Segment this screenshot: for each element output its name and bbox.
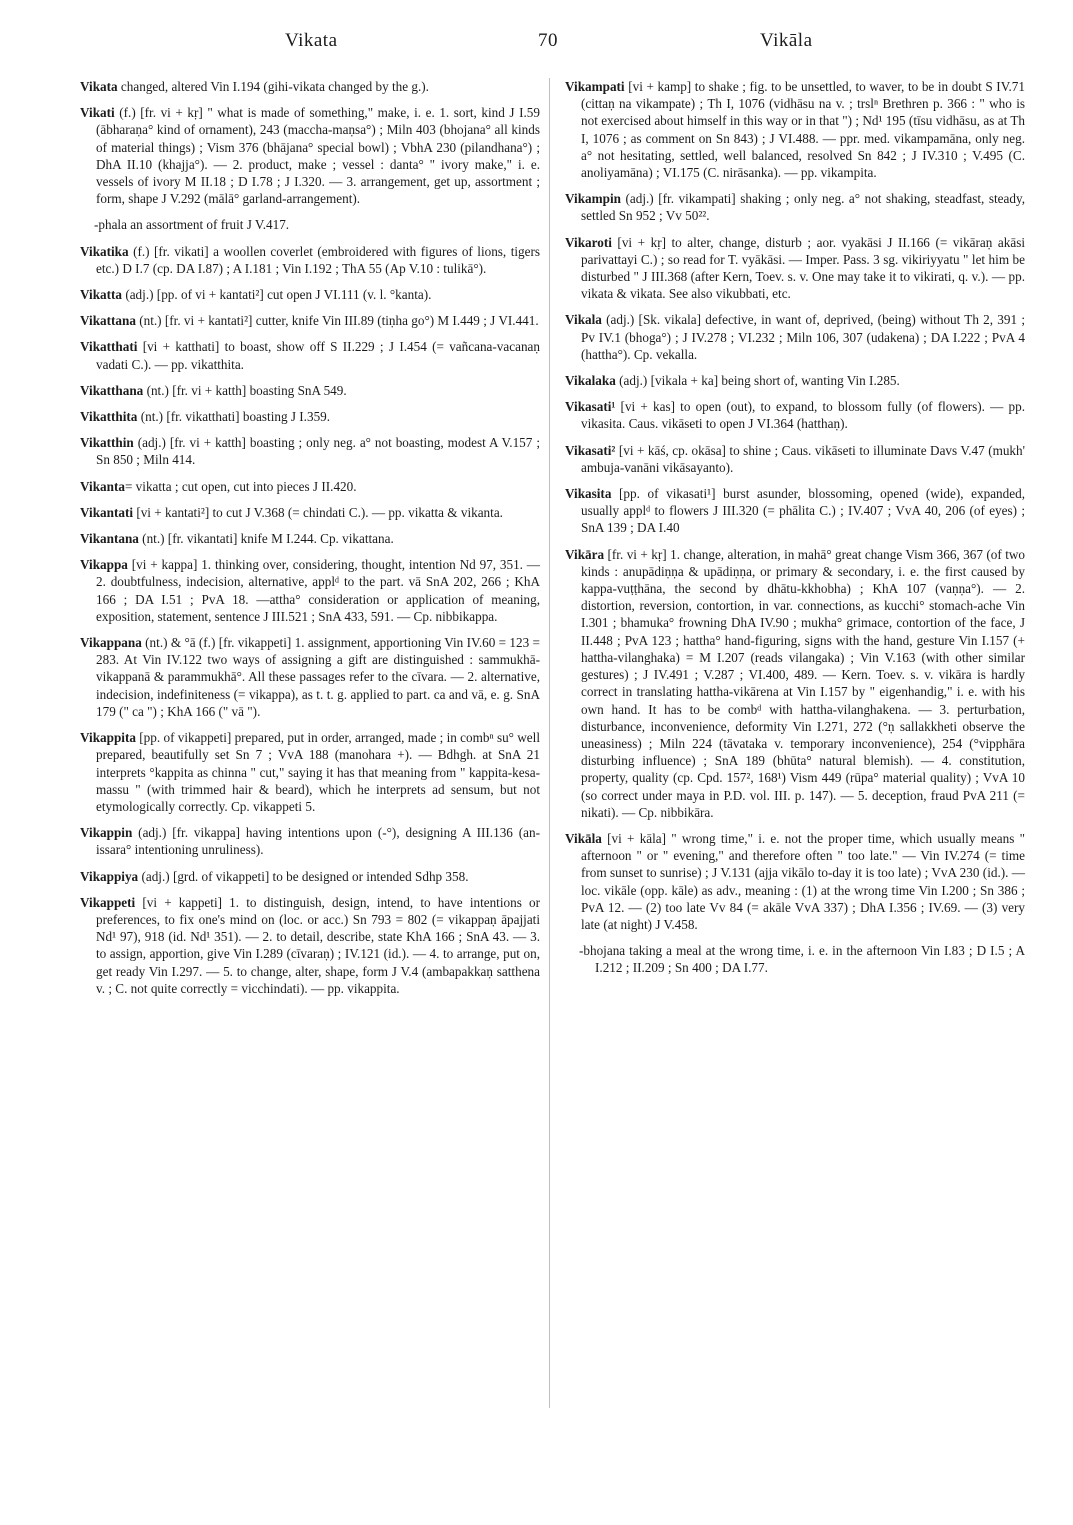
dictionary-entry	[565, 311, 1025, 363]
headword: Vikasita	[565, 486, 612, 502]
dictionary-entry	[80, 243, 540, 277]
dictionary-entry	[80, 408, 540, 425]
headword: Vikalaka	[565, 373, 616, 389]
entry-text: (adj.) [fr. vi + katth] boasting ; only neg. a° not boasting, modest A V.157 ; Sn 850 ; Miln 414.	[96, 435, 540, 468]
column-divider	[549, 78, 550, 1408]
headword: Vikatika	[80, 243, 129, 259]
headword: Vikantati	[80, 504, 134, 520]
entry-text: [vi + katthati] to boast, show off S II.229 ; J I.454 (= vañcana-vacanaṇ vadati C.). — pp. vikatthita.	[96, 339, 540, 372]
dictionary-entry	[80, 312, 540, 329]
entry-text: (adj.) [fr. vikappa] having intentions upon (-°), designing A III.136 (an-issara° intentioning unruliness).	[96, 825, 540, 858]
entry-text: changed, altered Vin I.194 (gihi-vikata changed by the g.).	[117, 79, 429, 94]
entry-text: (adj.) [pp. of vi + kantati²] cut open J VI.111 (v. l. °kanta).	[122, 287, 432, 303]
dictionary-entry	[565, 830, 1025, 933]
sub-entry	[565, 942, 1025, 976]
dictionary-entry	[80, 504, 540, 521]
entry-text: [vi + kappeti] 1. to distinguish, design, intend, to have intentions or preferences, to fix one's mind on (loc. or acc.) Sn 793 = 802 (= vikappaṇ āpajjati Nd¹ 97), 918 (id. Nd¹ 351). — 2. to detail, describe, state KhA 166 ; SnA 43. — 3. to assign, apportion, give Vin I.289 (cīvaraṇ) ; IV.121 (id.). — 4. to arrange, put on, get ready Vin I.297. — 5. to change, alter, shape, form J V.4 (ambapakkaṇ satthena v. ; C. not quite correctly = vicchindati). — pp. vikappita.	[96, 894, 540, 996]
headword: Vikala	[565, 312, 602, 328]
headword: Vikappana	[80, 635, 142, 651]
headword: Vikati	[80, 105, 115, 121]
dictionary-entry	[80, 824, 540, 858]
entry-text: [vi + kas] to open (out), to expand, to blossom fully (of flowers). — pp. vikasita. Caus. vikāseti to open J VI.364 (hatthaṇ).	[581, 399, 1025, 432]
entry-text: [pp. of vikappeti] prepared, put in order, arranged, made ; in combⁿ su° well prepared, beautifully set Sn 7 ; VvA 188 (manohara +). — Bdhgh. at SnA 21 interprets °kappita as chinna " cut," saying it has that meaning from " kappita-kesa-massu " (with trimmed hair & beard), which he interprets ad sensum, but not etymologically correctly. Cp. vikappeti 5.	[96, 730, 540, 814]
entry-text: [vi + kāś, cp. okāsa] to shine ; Caus. vikāseti to illuminate Davs V.47 (mukh' ambuja-vanāni vikāsayanto).	[581, 442, 1025, 475]
dictionary-entry	[80, 530, 540, 547]
dictionary-entry	[80, 434, 540, 468]
dictionary-entry	[565, 442, 1025, 476]
dictionary-entry	[80, 729, 540, 815]
dictionary-entry	[80, 894, 540, 997]
headword: Vikattana	[80, 313, 136, 329]
entry-text: (f.) [fr. vikati] a woollen coverlet (embroidered with figures of lions, tigers etc.) D I.7 (cp. DA I.87) ; A I.181 ; Vin I.192 ; ThA 55 (Ap V.10 : tulikā°).	[96, 243, 540, 276]
right-column	[565, 78, 1025, 986]
entry-text: [vi + kāla] " wrong time," i. e. not the proper time, which usually means " afternoon " or " evening," and therefore often " too late." — Vin IV.274 (= time from sunset to sunrise) ; J V.131 (ajja vikālo to-day it is too late) ; VvA 230 (id.). — loc. vikāle (opp. kāle) as adv., meaning : (1) at the wrong time Vin I.200 ; Sn 386 ; PvA 12. — (2) too late Vv 84 (= akāle VvA 337) ; DhA I.356 ; IV.69. — (3) very late (at night) J V.458.	[581, 830, 1025, 932]
dictionary-entry	[80, 556, 540, 625]
headword: Vikappita	[80, 730, 136, 746]
entry-text: (nt.) [fr. vikantati] knife M I.244. Cp. vikattana.	[138, 531, 394, 547]
headword: Vikatthati	[80, 339, 138, 355]
headword: Vikantana	[80, 531, 139, 547]
entry-text: [vi + kṛ] to alter, change, disturb ; aor. vyakāsi J II.166 (= vikāraṇ akāsi parivattayi C.) ; so read for T. vyākāsi. — Imper. Pass. 3 sg. vikiriyyatu " let him be disturbed " J III.368 (after Kern, Toev. s. v. One may take it to vikirati, q. v.). — pp. vikata & vikata. See also vikubbati, etc.	[581, 234, 1025, 302]
headword: Vikasati²	[565, 442, 616, 458]
entry-text: -phala an assortment of fruit J V.417.	[94, 217, 290, 233]
entry-text: [pp. of vikasati¹] burst asunder, blossoming, opened (wide), expanded, usually applᵈ to flowers J III.320 (= phālita C.) ; IV.407 ; VvA 40, 206 (of eyes) ; SnA 139 ; DA I.40	[581, 486, 1025, 536]
entry-text: (nt.) [fr. vi + katth] boasting SnA 549.	[143, 382, 347, 398]
entry-text: [vi + kamp] to shake ; fig. to be unsettled, to waver, to be in doubt S IV.71 (cittaṇ na vikampate) ; Th I, 1076 (vidhāsu na v. ; trslⁿ Brethren p. 366 : " who is not exercised about himself in this way or in that ") ; Nd¹ 195 (tīsu vidhāsu, as at Th I, 1076 ; as comment on Sn 843) ; J VI.488. — ppr. med. vikampamāna, only neg. a° not hesitating, settled, well balanced, resolved Sn 842 ; J IV.310 ; V.495 (C. anoliyamāna) ; VI.175 (C. nirāsanka). — pp. vikampita.	[581, 79, 1025, 181]
entry-text: (f.) [fr. vi + kṛ] " what is made of something," make, i. e. 1. sort, kind J I.59 (ābharaṇa° kind of ornament), 243 (maccha-maṇsa°) ; Miln 403 (bhojana° all kinds of material things) ; Vism 376 (bhājana° special bowl) ; VbhA 230 (pilandhana°) ; DhA II.10 (khajja°). — 2. product, make ; vessel : danta° " ivory make," i. e. vessels of ivory M II.18 ; D I.78 ; J I.320. — 3. arrangement, get up, assortment ; form, shape J V.292 (mālā° garland-arrangement).	[96, 105, 540, 207]
dictionary-entry	[80, 338, 540, 372]
entry-text: (adj.) [fr. vikampati] shaking ; only neg. a° not shaking, steadfast, steady, settled Sn 952 ; Vv 50²².	[581, 191, 1025, 224]
entry-text: -bhojana taking a meal at the wrong time, i. e. in the afternoon Vin I.83 ; D I.5 ; A I.212 ; II.209 ; Sn 400 ; DA I.77.	[579, 943, 1025, 976]
header-left-word: Vikata	[285, 30, 338, 51]
dictionary-entry	[565, 485, 1025, 537]
entry-text: (nt.) [fr. vikatthati] boasting J I.359.	[137, 409, 331, 425]
entry-text: (adj.) [vikala + ka] being short of, wanting Vin I.285.	[615, 373, 900, 389]
dictionary-entry	[565, 546, 1025, 821]
dictionary-entry	[80, 104, 540, 207]
headword: Vikappiya	[80, 868, 139, 884]
headword: Vikata	[80, 79, 118, 94]
headword: Vikasati¹	[565, 399, 616, 415]
dictionary-entry	[565, 372, 1025, 389]
sub-entry	[80, 216, 540, 233]
headword: Vikappin	[80, 825, 133, 841]
entry-text: [fr. vi + kṛ] 1. change, alteration, in mahā° great change Vism 366, 367 (of two kinds : anupādiṇṇa & upādiṇṇa, or primary & secondary, i. e. the first caused by kappa-vuṭṭhāna, the second by dhātu-kkhobha) ; KhA 107 (vaṇṇa°). — 2. distortion, reversion, contortion, in var. connections, as kucchi° stomach-ache Vin I.301 ; bhamuka° frowning DhA IV.90 ; mukha° grimace, contortion of the face, J II.448 ; PvA 123 ; hattha° hand-figuring, signs with the hand, gesture Vin I.157 (+ hattha-vilanghaka) = M I.207 (reads vilangaka) ; Vin V.163 (with other similar gestures) ; J IV.491 ; V.287 ; VI.400, 489. — Kern. Toev. s. v. vikāra is hardly correct in translating hattha-vikārena at Vin I.157 by " eigenhandig," i. e. with his own hand. It has to be combᵈ with hattha-vilanghakena. — 3. perturbation, disturbance, inconvenience, deformity Vin I.271, 272 (°ṇ sallakkheti observe the uneasiness) ; Miln 224 (tāvataka v. temporary inconvenience), 254 (°vipphāra disturbing influence) ; SnA 189 (bhūta° natural blemish). — 4. constitution, property, quality (cp. Cpd. 157², 168¹) Vism 449 (rūpa° material quality) ; VvA 10 (so correct under maya in P.D. vol. III. p. 147). — 5. deception, fraud PvA 211 (= nikati). — Cp. nibbikāra.	[581, 546, 1025, 820]
header-right-word: Vikāla	[760, 30, 813, 51]
dictionary-entry	[565, 190, 1025, 224]
dictionary-entry	[80, 78, 540, 95]
dictionary-entry	[80, 868, 540, 885]
dictionary-entry	[565, 234, 1025, 303]
entry-text: (nt.) & °ā (f.) [fr. vikappeti] 1. assignment, apportioning Vin IV.60 = 123 = 283. At Vin IV.122 two ways of assigning a gift are distinguished : sammukhā-vikappanā & parammukhā°. All these passages refer to the cīvara. — 2. alternative, indecision, indefiniteness (= vikappa), as t. t. g. applied to part. ca and vā, e. g. SnA 179 (" ca ") ; KhA 166 (" vā ").	[96, 635, 540, 719]
dictionary-entry	[80, 634, 540, 720]
headword: Vikappa	[80, 557, 128, 573]
headword: Vikāra	[565, 546, 605, 562]
headword: Vikāla	[565, 830, 602, 846]
headword: Vikampin	[565, 191, 621, 207]
dictionary-entry	[80, 478, 540, 495]
dictionary-entry	[80, 286, 540, 303]
left-column	[80, 78, 540, 1006]
headword: Vikatthana	[80, 382, 144, 398]
headword: Vikatta	[80, 287, 123, 303]
headword: Vikappeti	[80, 894, 136, 910]
running-head	[0, 30, 1073, 60]
headword: Vikaroti	[565, 234, 612, 250]
entry-text: (adj.) [grd. of vikappeti] to be designed or intended Sdhp 358.	[138, 868, 469, 884]
headword: Vikatthin	[80, 435, 134, 451]
page-number: 70	[538, 30, 558, 51]
dictionary-entry	[565, 78, 1025, 181]
headword: Vikatthita	[80, 409, 138, 425]
headword: Vikanta	[80, 478, 125, 494]
headword: Vikampati	[565, 79, 625, 94]
entry-text: [vi + kantati²] to cut J V.368 (= chindati C.). — pp. vikatta & vikanta.	[133, 504, 503, 520]
dictionary-entry	[80, 382, 540, 399]
entry-text: (adj.) [Sk. vikala] defective, in want of, deprived, (being) without Th 2, 391 ; Pv IV.1 (bhoga°) ; J IV.278 ; VI.232 ; Miln 106, 307 (udakena) ; DA I.222 ; PvA 4 (hattha°). Cp. vekalla.	[581, 312, 1025, 362]
dictionary-entry	[565, 398, 1025, 432]
entry-text: = vikatta ; cut open, cut into pieces J II.420.	[124, 478, 357, 494]
entry-text: [vi + kappa] 1. thinking over, considering, thought, intention Nd 97, 351. — 2. doubtfulness, indecision, alternative, applᵈ to the part. vā SnA 202, 266 ; KhA 166 ; DA I.51 ; PvA 18. —attha° consideration or application of meaning, exposition, statement, sentence J III.521 ; SnA 433, 591. — Cp. nibbikappa.	[96, 557, 540, 624]
entry-text: (nt.) [fr. vi + kantati²] cutter, knife Vin III.89 (tiṇha go°) M I.449 ; J VI.441.	[135, 313, 539, 329]
